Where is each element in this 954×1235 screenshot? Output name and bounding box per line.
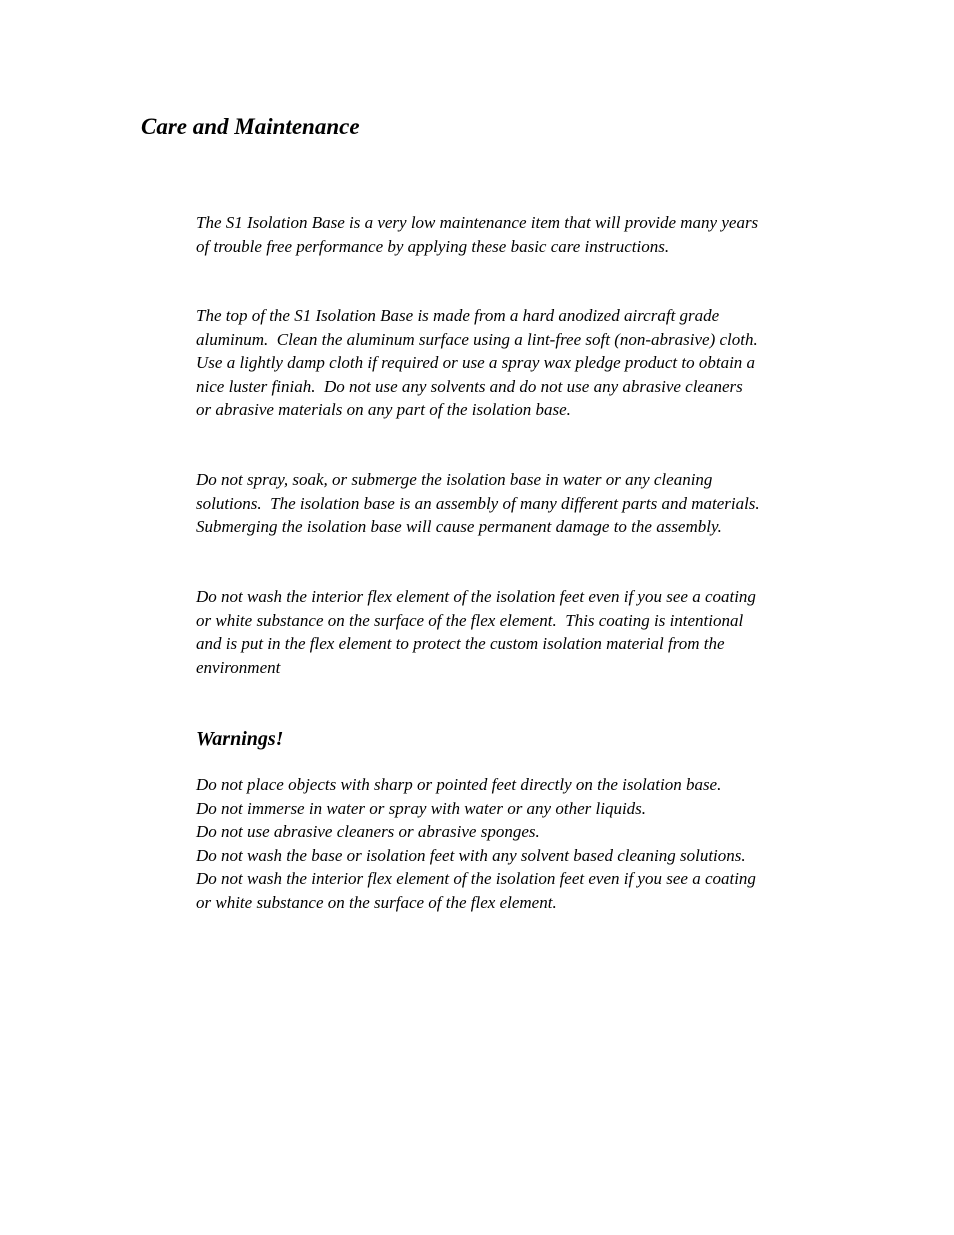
paragraph-line: aluminum. Clean the aluminum surface using a lint-free soft (non-abrasive) cloth. [196,329,758,349]
paragraph-line: The S1 Isolation Base is a very low maintenance item that will provide many years [196,213,759,232]
paragraph-aluminum-care [196,304,758,422]
paragraph-line: or abrasive materials on any part of the isolation base. [196,400,571,419]
warnings-list [196,773,756,914]
warning-item [196,867,756,914]
paragraph-line: environment [196,657,281,677]
paragraph-line: or white substance on the surface of the flex element. This coating is intentional [196,610,744,630]
paragraph-line: of trouble free performance by applying these basic care instructions. [196,236,670,256]
page-title: Care and Maintenance [141,114,360,139]
paragraph-line: Do not spray, soak, or submerge the isolation base in water or any cleaning [196,470,713,489]
paragraph-line: Submerging the isolation base will cause permanent damage to the assembly. [196,517,722,536]
paragraph-line: Use a lightly damp cloth if required or use a spray wax pledge product to obtain a [196,353,756,372]
warning-line: Do not wash the base or isolation feet with any solvent based cleaning solutions. [196,845,746,865]
paragraph-line: The top of the S1 Isolation Base is made from a hard anodized aircraft grade [196,306,720,325]
warning-item [196,820,756,844]
paragraph-flex-element [196,585,756,679]
paragraph-line: solutions. The isolation base is an assembly of many different parts and materials. [196,493,760,513]
paragraph-intro [196,211,758,258]
paragraph-line: Do not wash the interior flex element of the isolation feet even if you see a coating [196,587,756,606]
warning-line: or white substance on the surface of the flex element. [196,892,557,912]
warning-line: Do not immerse in water or spray with water or any other liquids. [196,798,647,818]
paragraph-line: nice luster finiah. Do not use any solvents and do not use any abrasive cleaners [196,376,743,396]
warning-line: Do not wash the interior flex element of the isolation feet even if you see a coating [196,869,756,888]
warning-item [196,773,756,797]
warning-item [196,797,756,821]
warning-line: Do not place objects with sharp or pointed feet directly on the isolation base. [196,775,722,794]
warning-item [196,844,756,868]
paragraph-no-submerge [196,468,760,539]
warning-line: Do not use abrasive cleaners or abrasive sponges. [196,822,540,841]
paragraph-line: and is put in the flex element to protect the custom isolation material from the [196,634,725,653]
warnings-heading: Warnings! [196,728,284,750]
